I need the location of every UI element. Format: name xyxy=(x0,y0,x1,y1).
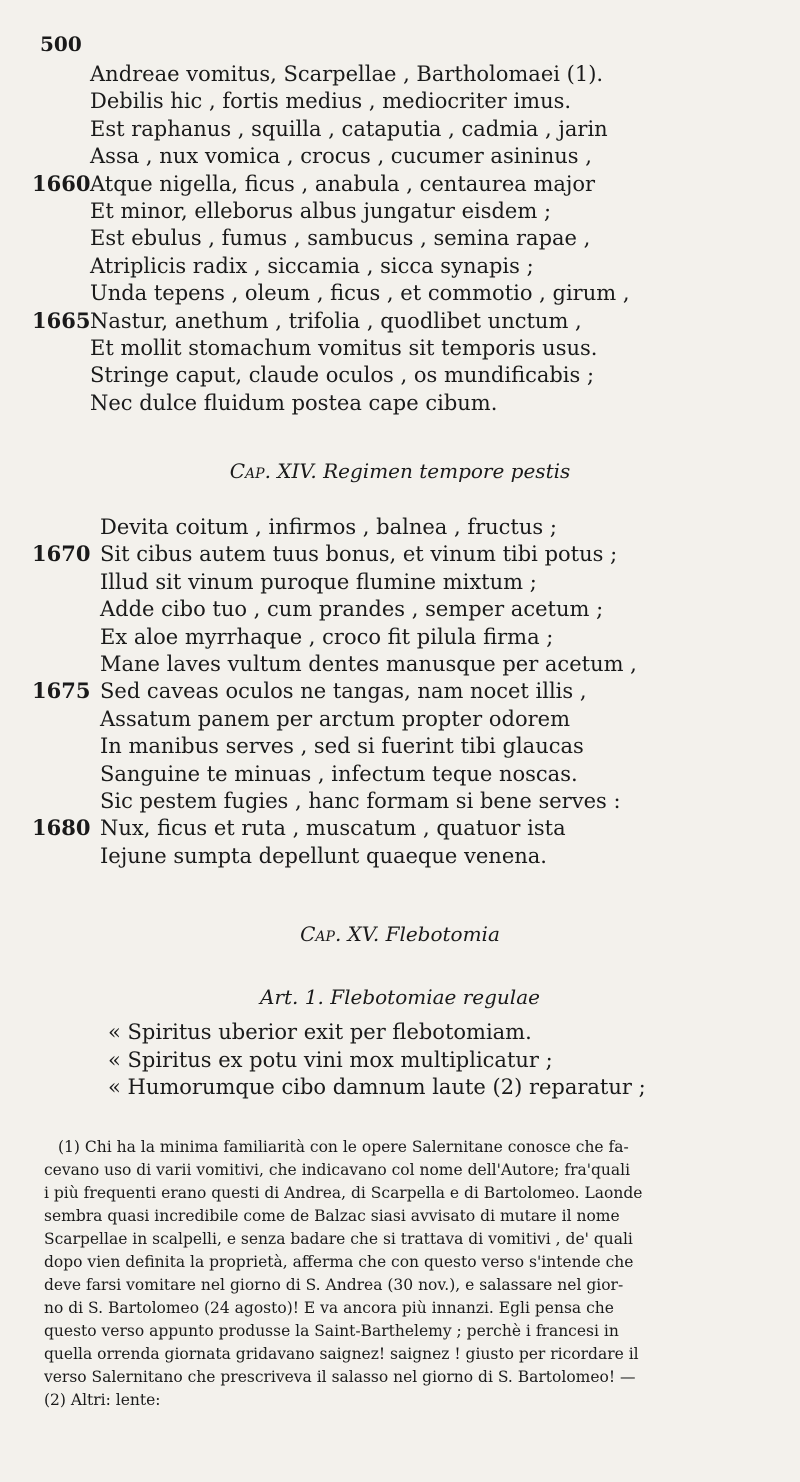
verse-line xyxy=(0,842,800,870)
footnote-line: deve farsi vomitare nel giorno di S. Andrea (30 nov.), e salassare nel gior- xyxy=(44,1276,624,1294)
verse-line xyxy=(0,568,800,596)
verse-line xyxy=(0,623,800,651)
verse-line xyxy=(0,307,800,335)
chapter-14-title: Regimen tempore pestis xyxy=(323,459,571,483)
page-number: 500 xyxy=(40,32,82,56)
verse-text: Sed caveas oculos ne tangas, nam nocet illis , xyxy=(100,679,587,704)
footnote-line: verso Salernitano che prescriveva il salasso nel giorno di S. Bartolomeo! — xyxy=(44,1368,636,1386)
verse-text: Ex aloe myrrhaque , croco fit pilula firma ; xyxy=(100,624,554,649)
verse-number: 1675 xyxy=(32,678,91,704)
verse-line xyxy=(0,224,800,252)
verse-text: Sit cibus autem tuus bonus, et vinum tibi potus ; xyxy=(100,542,618,567)
chapter-15-prefix: Cap. XV. xyxy=(300,922,380,946)
footnotes xyxy=(44,1136,774,1412)
verse-line xyxy=(0,787,800,815)
verse-text: Debilis hic , fortis medius , mediocriter imus. xyxy=(90,89,572,114)
verse-line xyxy=(0,87,800,115)
verse-text: Stringe caput, claude oculos , os mundificabis ; xyxy=(90,363,595,388)
footnote-line: (1) Chi ha la minima familiarità con le opere Salernitane conosce che fa- xyxy=(58,1138,629,1156)
verse-text: « Spiritus uberior exit per flebotomiam. xyxy=(108,1020,532,1044)
footnote-line: sembra quasi incredibile come de Balzac siasi avvisato di mutare il nome xyxy=(44,1207,620,1225)
footnote-line: no di S. Bartolomeo (24 agosto)! E va ancora più innanzi. Egli pensa che xyxy=(44,1299,614,1317)
article-1-title: Flebotomiae regulae xyxy=(330,985,540,1009)
verse-text: Assa , nux vomica , crocus , cucumer asininus , xyxy=(90,144,592,169)
verse-text: Illud sit vinum puroque flumine mixtum ; xyxy=(100,569,537,594)
verse-text: « Humorumque cibo damnum laute (2) reparatur ; xyxy=(108,1075,646,1099)
verse-text: Devita coitum , infirmos , balnea , fructus ; xyxy=(100,515,557,539)
verse-line xyxy=(0,60,800,88)
verse-text: « Spiritus ex potu vini mox multiplicatur ; xyxy=(108,1047,553,1072)
verse-line xyxy=(0,513,800,541)
verse-number: 1665 xyxy=(32,307,91,333)
chapter-15-title: Flebotomia xyxy=(385,922,500,946)
verse-number: 1670 xyxy=(32,541,91,567)
verse-line xyxy=(0,170,800,198)
verse-number: 1660 xyxy=(32,170,91,196)
verse-line xyxy=(0,142,800,170)
verse-text: Adde cibo tuo , cum prandes , semper acetum ; xyxy=(100,597,604,622)
verse-text: Iejune sumpta depellunt quaeque venena. xyxy=(100,843,547,868)
verse-number: 1680 xyxy=(32,815,91,841)
chapter-14-heading xyxy=(0,457,800,485)
verse-text: In manibus serves , sed si fuerint tibi glaucas xyxy=(100,734,584,759)
verse-text: Et mollit stomachum vomitus sit temporis usus. xyxy=(90,336,598,360)
verse-line xyxy=(0,1046,800,1074)
verse-line xyxy=(0,1073,800,1101)
verse-line xyxy=(0,705,800,733)
verse-line xyxy=(0,1018,800,1046)
verse-text: Andreae vomitus, Scarpellae , Bartholomaei (1). xyxy=(90,62,604,86)
verse-line xyxy=(0,252,800,280)
verse-line xyxy=(0,760,800,788)
verse-line xyxy=(0,197,800,225)
verse-text: Nastur, anethum , trifolia , quodlibet unctum , xyxy=(90,308,582,333)
verse-text: Et minor, elleborus albus jungatur eisdem ; xyxy=(90,199,552,223)
verse-text: Sanguine te minuas , infectum teque noscas. xyxy=(100,761,578,786)
chapter-14-prefix: Cap. XIV. xyxy=(229,459,317,483)
verse-line xyxy=(0,361,800,389)
verse-line xyxy=(0,732,800,760)
verse-text: Nec dulce fluidum postea cape cibum. xyxy=(90,390,498,415)
verse-text: Assatum panem per arctum propter odorem xyxy=(100,706,571,731)
verse-line xyxy=(0,279,800,307)
verse-text: Atriplicis radix , siccamia , sicca synapis ; xyxy=(90,253,534,278)
verse-text: Atque nigella, ficus , anabula , centaurea major xyxy=(90,171,596,196)
verse-text: Nux, ficus et ruta , muscatum , quatuor ista xyxy=(100,816,566,841)
footnote-line: (2) Altri: lente: xyxy=(44,1391,161,1409)
verse-line xyxy=(0,115,800,143)
footnote-line: quella orrenda giornata gridavano saignez! saignez ! giusto per ricordare il xyxy=(44,1345,639,1363)
footnote-line: Scarpellae in scalpelli, e senza badare che si trattava di vomitivi , de' quali xyxy=(44,1230,633,1248)
verse-text: Unda tepens , oleum , ficus , et commotio , girum , xyxy=(90,281,630,306)
footnote-line: cevano uso di varii vomitivi, che indicavano col nome dell'Autore; fra'quali xyxy=(44,1161,631,1179)
article-1-heading xyxy=(0,983,800,1011)
chapter-15-heading xyxy=(0,920,800,948)
footnote-line: dopo vien definita la proprietà, afferma che con questo verso s'intende che xyxy=(44,1253,634,1271)
verse-text: Sic pestem fugies , hanc formam si bene serves : xyxy=(100,789,621,813)
verse-line xyxy=(0,389,800,417)
footnote-line: i più frequenti erano questi di Andrea, di Scarpella e di Bartolomeo. Laonde xyxy=(44,1184,643,1202)
verse-line xyxy=(0,334,800,362)
article-1-prefix: Art. 1. xyxy=(260,985,324,1009)
verse-line xyxy=(0,595,800,623)
verse-text: Est raphanus , squilla , cataputia , cadmia , jarin xyxy=(90,116,608,141)
verse-line xyxy=(0,677,800,705)
verse-line xyxy=(0,540,800,568)
verse-line xyxy=(0,650,800,678)
footnote-line: questo verso appunto produsse la Saint-Barthelemy ; perchè i francesi in xyxy=(44,1322,619,1340)
verse-line xyxy=(0,814,800,842)
verse-text: Est ebulus , fumus , sambucus , semina rapae , xyxy=(90,226,591,251)
verse-text: Mane laves vultum dentes manusque per acetum , xyxy=(100,652,637,676)
